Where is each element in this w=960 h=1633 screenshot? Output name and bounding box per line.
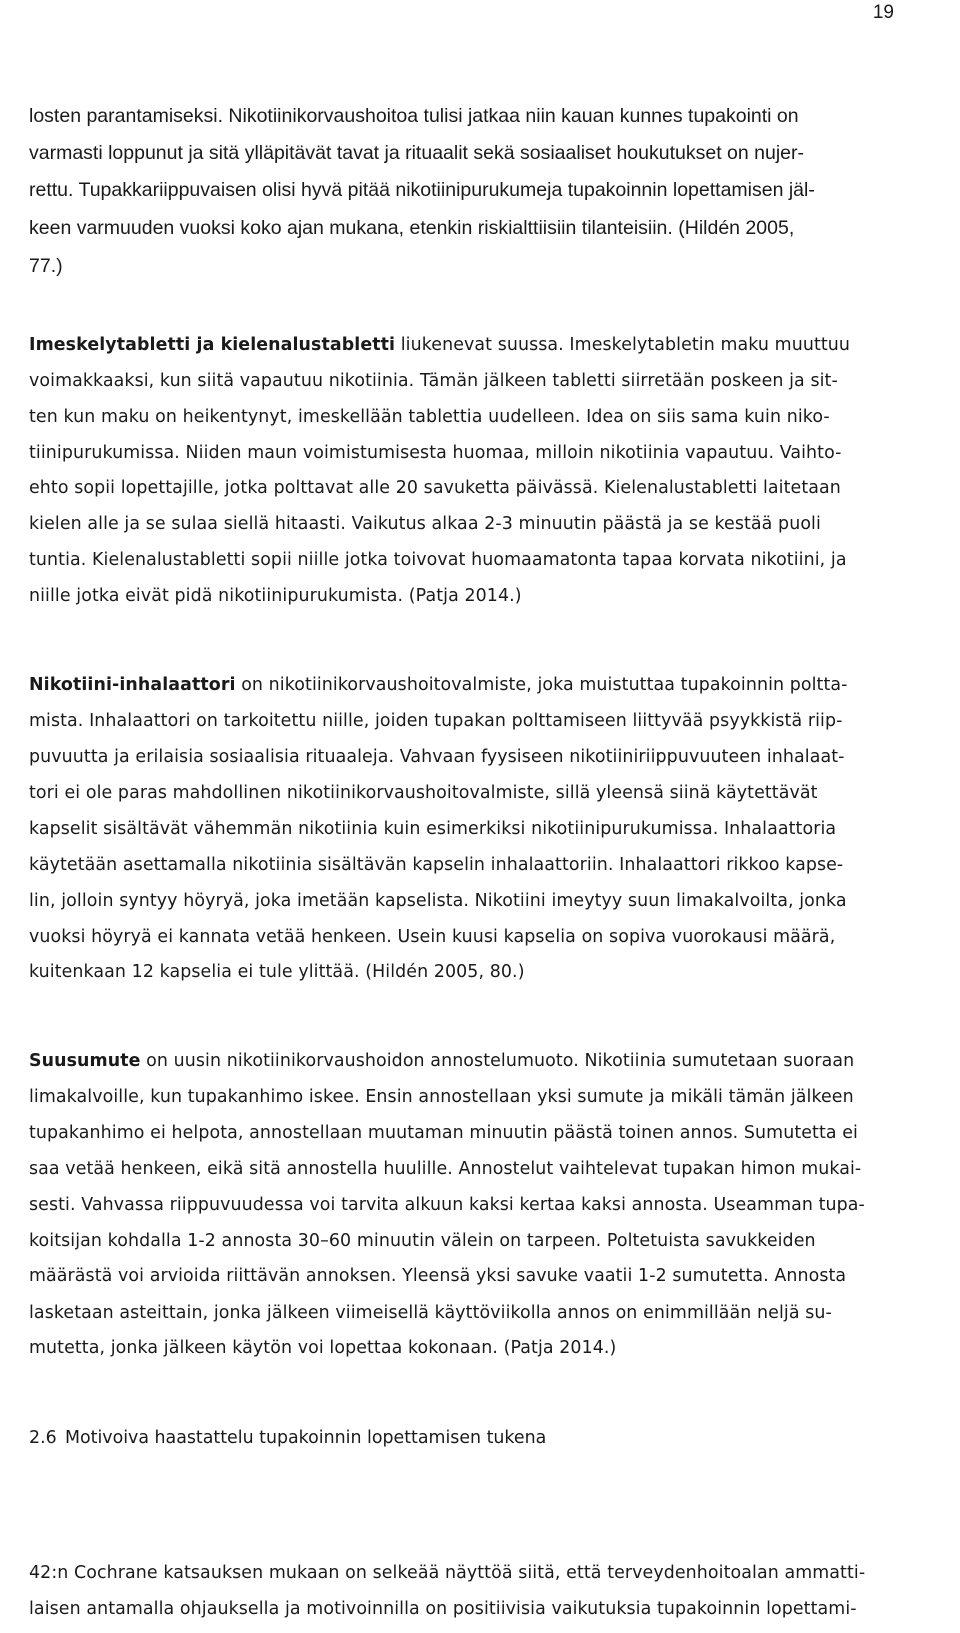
text-line: ten kun maku on heikentynyt, imeskellään tablettia uudelleen. Idea on siis sama kuin niko- — [29, 407, 830, 427]
text-line: tori ei ole paras mahdollinen nikotiinikorvaushoitovalmiste, sillä yleensä siinä käytettävät — [29, 783, 818, 803]
text-line: ehto sopii lopettajille, jotka polttavat alle 20 savuketta päivässä. Kielenalustabletti laitetaan — [29, 478, 841, 498]
text-line: mutetta, jonka jälkeen käytön voi lopettaa kokonaan. (Patja 2014.) — [29, 1338, 617, 1358]
text-span: on uusin nikotiinikorvaushoidon annostelumuoto. Nikotiinia sumutetaan suoraan — [140, 1051, 855, 1071]
text-line: kapselit sisältävät vähemmän nikotiinia kuin esimerkiksi nikotiinipurukumissa. Inhalaattoria — [29, 819, 837, 839]
term-heading: Imeskelytabletti ja kielenalustabletti — [29, 335, 396, 355]
section-number: 2.6 — [29, 1428, 57, 1448]
term-heading: Suusumute — [29, 1051, 141, 1071]
text-line — [29, 1049, 854, 1073]
page-number: 19 — [872, 2, 894, 23]
text-line: saa vetää henkeen, eikä sitä annostella huulille. Annostelut vaihtelevat tupakan himon mukai- — [29, 1159, 862, 1179]
text-line: mista. Inhalaattori on tarkoitettu niille, joiden tupakan polttamiseen liittyvää psyykkistä riip- — [29, 711, 843, 731]
text-line: limakalvoille, kun tupakanhimo iskee. Ensin annostellaan yksi sumute ja mikäli tämän jälkeen — [29, 1087, 854, 1107]
text-line: käytetään asettamalla nikotiinia sisältävän kapselin inhalaattoriin. Inhalaattori rikkoo kapse- — [29, 855, 844, 875]
text-line: rettu. Tupakkariippuvaisen olisi hyvä pitää nikotiinipurukumeja tupakoinnin lopettamisen jäl- — [29, 179, 815, 201]
text-span: on nikotiinikorvaushoitovalmiste, joka muistuttaa tupakoinnin poltta- — [235, 675, 848, 695]
text-line: keen varmuuden vuoksi koko ajan mukana, etenkin riskialttiisiin tilanteisiin. (Hildén 2005, — [29, 217, 795, 239]
text-line: laisen antamalla ohjauksella ja motivoinnilla on positiivisia vaikutuksia tupakoinnin lopettami- — [29, 1599, 857, 1619]
text-line: määrästä voi arvioida riittävän annoksen. Yleensä yksi savuke vaatii 1-2 sumutetta. Annosta — [29, 1266, 847, 1286]
text-line: lasketaan asteittain, jonka jälkeen viimeisellä käyttöviikolla annos on enimmillään neljä su- — [29, 1303, 832, 1323]
text-line — [29, 673, 848, 697]
text-line: tuntia. Kielenalustabletti sopii niille jotka toivovat huomaamatonta tapaa korvata nikotiini, ja — [29, 550, 847, 570]
text-line: voimakkaaksi, kun siitä vapautuu nikotiinia. Tämän jälkeen tabletti siirretään poskeen ja sit- — [29, 371, 838, 391]
text-line: kuitenkaan 12 kapselia ei tule ylittää. (Hildén 2005, 80.) — [29, 962, 525, 982]
text-line: koitsijan kohdalla 1-2 annosta 30–60 minuutin välein on tarpeen. Poltetuista savukkeiden — [29, 1231, 816, 1251]
text-line: vuoksi höyryä ei kannata vetää henkeen. Usein kuusi kapselia on sopiva vuorokausi määrä, — [29, 927, 836, 947]
text-line: tupakanhimo ei helpota, annostellaan muutaman minuutin päästä toinen annos. Sumutetta ei — [29, 1123, 858, 1143]
text-line: kielen alle ja se sulaa siellä hitaasti. Vaikutus alkaa 2-3 minuutin päästä ja se kestää puoli — [29, 514, 821, 534]
text-line — [29, 333, 850, 357]
text-line: varmasti loppunut ja sitä ylläpitävät tavat ja rituaalit sekä sosiaaliset houkutukset on nujer- — [29, 142, 804, 164]
text-line: losten parantamiseksi. Nikotiinikorvaushoitoa tulisi jatkaa niin kauan kunnes tupakointi on — [29, 105, 799, 127]
text-line: sesti. Vahvassa riippuvuudessa voi tarvita alkuun kaksi kertaa kaksi annosta. Useamman tupa- — [29, 1195, 865, 1215]
section-title: Motivoiva haastattelu tupakoinnin lopettamisen tukena — [65, 1428, 547, 1448]
text-line: puvuutta ja erilaisia sosiaalisia rituaaleja. Vahvaan fyysiseen nikotiiniriippuvuuteen inhalaat- — [29, 747, 845, 767]
text-line: niille jotka eivät pidä nikotiinipurukumista. (Patja 2014.) — [29, 586, 522, 606]
term-heading: Nikotiini-inhalaattori — [29, 675, 236, 695]
text-line: 42:n Cochrane katsauksen mukaan on selkeää näyttöä siitä, että terveydenhoitoalan ammatti- — [29, 1563, 866, 1583]
text-line: tiinipurukumissa. Niiden maun voimistumisesta huomaa, milloin nikotiinia vapautuu. Vaihto- — [29, 443, 842, 463]
text-line: lin, jolloin syntyy höyryä, joka imetään kapselista. Nikotiini imeytyy suun limakalvoilta, jonka — [29, 891, 847, 911]
text-line: 77.) — [29, 255, 63, 277]
text-span: liukenevat suussa. Imeskelytabletin maku muuttuu — [395, 335, 851, 355]
